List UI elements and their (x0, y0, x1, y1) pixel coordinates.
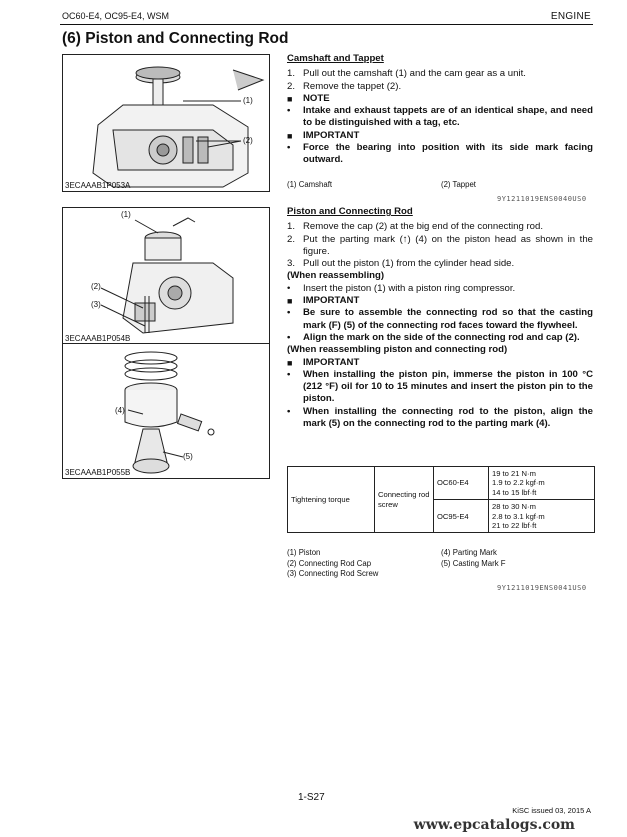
step: 3. Pull out the piston (1) from the cylinder head side. (287, 258, 515, 270)
important2-item: • When installing the piston pin, immerse the piston in 100 °C (212 °F) oil for 10 to 15 minutes and insert the piston pin to the piston. (287, 368, 593, 405)
figure-id: 3ECAAAB1P054B (65, 334, 131, 343)
section-heading: Camshaft and Tappet (287, 53, 384, 64)
callout-4: (4) (115, 406, 125, 415)
camshaft-illustration (63, 55, 269, 191)
model-cell: OC95-E4 (434, 500, 489, 533)
header-rule (60, 24, 593, 25)
header-section: ENGINE (550, 11, 591, 22)
step: 2. Put the parting mark (↑) (4) on the piston head as shown in the figure. (287, 233, 593, 257)
camshaft-section (287, 53, 593, 167)
torque-table (287, 466, 595, 533)
value-cell: 28 to 30 N·m 2.8 to 3.1 kgf·m 21 to 22 lbf·ft (489, 500, 595, 533)
torque-label: Tightening torque (288, 467, 375, 533)
section-heading: Piston and Connecting Rod (287, 206, 413, 217)
piston-rod-illustration (63, 344, 269, 478)
page-number: 1-S27 (298, 792, 325, 803)
important-item: • Force the bearing into position with its side mark facing outward. (287, 142, 593, 166)
important-item: • Align the mark on the side of the connecting rod and cap (2). (287, 331, 580, 343)
piston-section (287, 206, 593, 430)
reference-code: 9Y1211019ENS0040US0 (497, 195, 587, 203)
piston-removal-illustration (63, 208, 269, 344)
caption: (1) Camshaft (287, 180, 333, 189)
callout-1: (1) (121, 210, 131, 219)
important2-label: ■ IMPORTANT (287, 356, 360, 368)
note-item: • Intake and exhaust tappets are of an identical shape, and need to be distinguished with a tag, etc. (287, 105, 593, 129)
important-label: ■ IMPORTANT (287, 129, 360, 141)
important2-item: • When installing the connecting rod to the piston, align the mark (5) on the connecting rod to the parting mark (4). (287, 405, 593, 430)
callout-2: (2) (91, 282, 101, 291)
callout-3: (3) (91, 300, 101, 309)
header-doc-title: OC60-E4, OC95-E4, WSM (62, 11, 170, 21)
callout-5: (5) (183, 452, 193, 461)
step: 1. Pull out the camshaft (1) and the cam gear as a unit. (287, 68, 526, 80)
figure-id: 3ECAAAB1P055B (65, 468, 131, 477)
step: 1. Remove the cap (2) at the big end of the connecting rod. (287, 221, 543, 233)
reassembling-label: (When reassembling) (287, 270, 385, 282)
reassembling2-label: (When reassembling piston and connecting rod) (287, 344, 508, 356)
issue-info: KiSC issued 03, 2015 A (512, 806, 591, 815)
reference-code: 9Y1211019ENS0041US0 (497, 584, 587, 592)
reassembling-item: • Insert the piston (1) with a piston ring compressor. (287, 282, 516, 294)
step: 2. Remove the tappet (2). (287, 80, 402, 92)
note-label: ■ NOTE (287, 92, 330, 104)
watermark: www.epcatalogs.com (413, 817, 575, 833)
callout-2: (2) (243, 136, 253, 145)
page-title: (6) Piston and Connecting Rod (62, 30, 289, 47)
callout-1: (1) (243, 96, 253, 105)
figure-camshaft (62, 54, 270, 192)
captions-left: (1) Piston (2) Connecting Rod Cap (3) Connecting Rod Screw (287, 548, 379, 578)
model-cell: OC60-E4 (434, 467, 489, 500)
figure-id: 3ECAAAB1P053A (65, 181, 131, 190)
caption: (2) Tappet (441, 180, 476, 189)
captions-right: (4) Parting Mark (5) Casting Mark F (441, 548, 506, 568)
figure-piston-rod (62, 343, 270, 479)
value-cell: 19 to 21 N·m 1.9 to 2.2 kgf·m 14 to 15 lbf·ft (489, 467, 595, 500)
important-label: ■ IMPORTANT (287, 295, 360, 307)
torque-item: Connecting rod screw (375, 467, 434, 533)
figure-piston-removal (62, 207, 270, 345)
important-item: • Be sure to assemble the connecting rod so that the casting mark (F) (5) of the connecting rod faces toward the flywheel. (287, 307, 593, 331)
